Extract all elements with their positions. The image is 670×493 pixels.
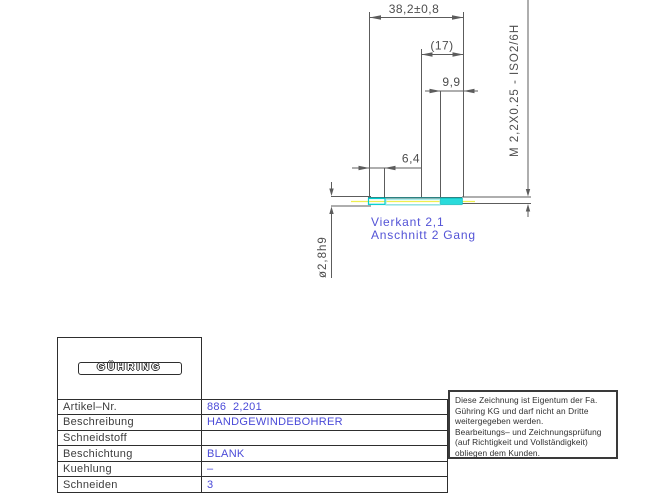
row-label-schneiden: Schneiden xyxy=(58,477,202,493)
ownership-disclaimer-box xyxy=(448,390,618,459)
row-value-kuehlung: – xyxy=(202,461,448,477)
dim-overall-length: 38,2±0,8 xyxy=(388,2,440,16)
disclaimer-line: weitergegeben werden. xyxy=(455,416,544,427)
tap-profile xyxy=(351,198,475,205)
row-label-schneidstoff: Schneidstoff xyxy=(58,430,202,446)
dim-thread-spec: M 2,2X0.25 - ISO2/6H xyxy=(509,23,521,157)
row-value-schneiden: 3 xyxy=(202,477,448,493)
thread-section xyxy=(441,198,463,204)
row-value-artikel-nr: 886 2,201 xyxy=(202,399,448,415)
guehring-logo-text: GÜHRING xyxy=(97,362,162,374)
note-square: Vierkant 2,1 xyxy=(371,215,445,229)
table-row xyxy=(58,430,448,446)
row-label-beschichtung: Beschichtung xyxy=(58,446,202,462)
table-row-logo xyxy=(58,338,448,400)
logo-cell xyxy=(58,338,202,400)
dim-thread-length-ref: (17) xyxy=(430,38,454,53)
guehring-logo xyxy=(78,362,182,375)
row-label-beschreibung: Beschreibung xyxy=(58,415,202,431)
dim-square-length: 6,4 xyxy=(401,151,421,166)
row-label-artikel-nr: Artikel–Nr. xyxy=(58,399,202,415)
disclaimer-line: Bearbeitungs– und Zeichnungsprüfung xyxy=(455,426,602,437)
logo-row-spacer xyxy=(202,338,448,400)
table-row xyxy=(58,461,448,477)
disclaimer-line: Diese Zeichnung ist Eigentum der Fa. xyxy=(455,395,598,405)
table-row xyxy=(58,399,448,415)
table-row xyxy=(58,477,448,493)
article-spec-table xyxy=(57,337,448,493)
table-row xyxy=(58,415,448,431)
table-row xyxy=(58,446,448,462)
dim-lead-length: 9,9 xyxy=(442,75,461,89)
row-value-beschreibung: HANDGEWINDEBOHRER xyxy=(202,415,448,431)
disclaimer-line: obliegen dem Kunden. xyxy=(455,447,541,458)
disclaimer-line: (auf Richtigkeit und Vollständigkeit) xyxy=(455,437,588,448)
disclaimer-line: Gühring KG und darf nicht an Dritte xyxy=(455,405,589,416)
row-value-beschichtung: BLANK xyxy=(202,446,448,462)
row-value-schneidstoff xyxy=(202,430,448,446)
note-chamfer: Anschnitt 2 Gang xyxy=(371,228,476,242)
row-label-kuehlung: Kuehlung xyxy=(58,461,202,477)
dim-shank-diameter: ø2,8h9 xyxy=(317,236,329,278)
